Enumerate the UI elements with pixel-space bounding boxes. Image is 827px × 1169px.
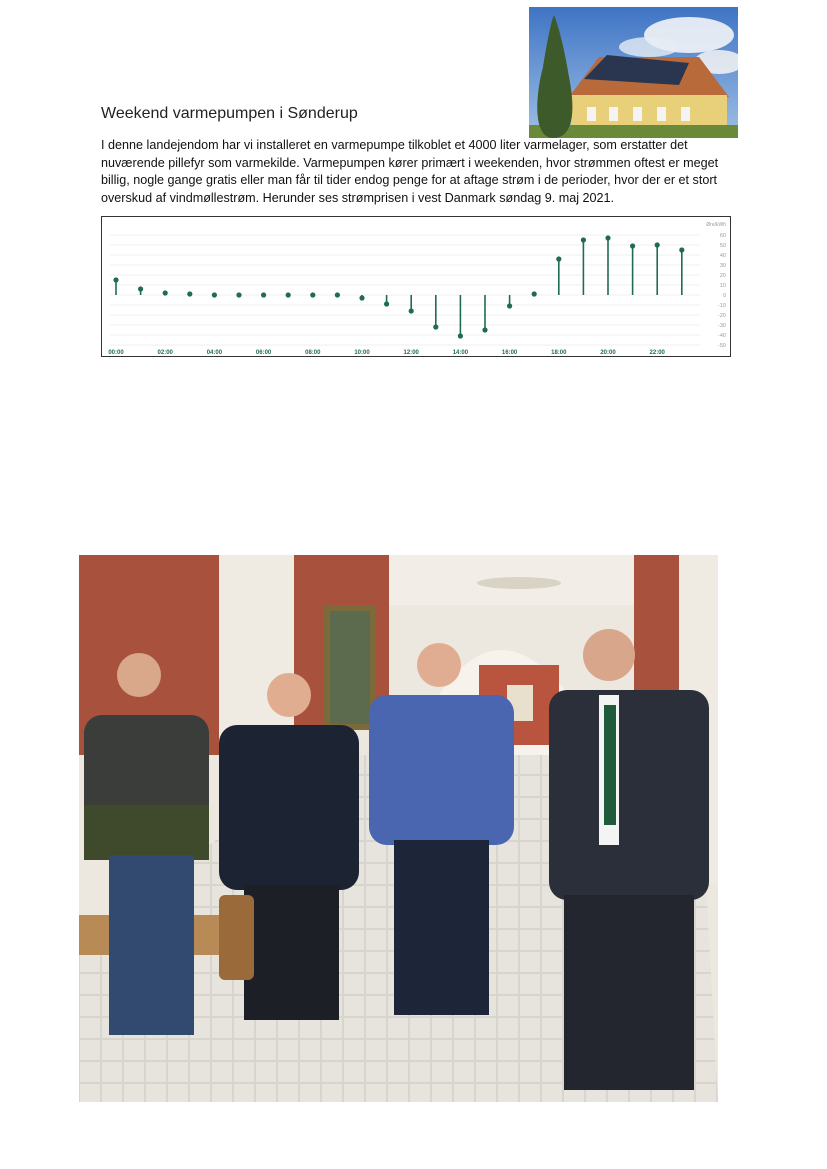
data-point — [286, 292, 291, 297]
y-tick-label: 30 — [719, 263, 726, 269]
x-tick-label: 18:00 — [551, 350, 567, 356]
data-point — [310, 292, 315, 297]
y-tick-label: 40 — [719, 253, 726, 259]
y-tick-label: -50 — [718, 343, 726, 349]
data-point — [433, 324, 438, 329]
x-tick-label: 06:00 — [255, 350, 272, 356]
chart-svg — [102, 217, 730, 356]
x-tick-label: 10:00 — [354, 350, 370, 356]
y-tick-label: -20 — [718, 313, 726, 319]
data-point — [113, 277, 118, 282]
y-tick-label: -30 — [718, 323, 726, 329]
x-tick-label: 04:00 — [206, 350, 223, 356]
data-point — [458, 333, 463, 338]
y-tick-label: -10 — [718, 303, 726, 309]
y-tick-label: 0 — [722, 293, 726, 299]
x-tick-label: 00:00 — [108, 350, 124, 356]
y-tick-label: 50 — [719, 243, 726, 249]
data-point — [212, 292, 217, 297]
y-tick-label: 60 — [719, 233, 726, 239]
x-tick-label: 08:00 — [305, 350, 321, 356]
data-point — [138, 286, 143, 291]
data-point — [482, 327, 487, 332]
group-of-four-men-in-hallway-photo — [79, 555, 718, 1102]
x-tick-label: 20:00 — [600, 350, 616, 356]
x-tick-label: 14:00 — [452, 350, 469, 356]
data-point — [409, 308, 414, 313]
house-with-solar-panels-photo — [529, 7, 738, 138]
house-photo — [529, 7, 738, 138]
y-tick-label: 20 — [719, 273, 726, 279]
data-point — [261, 292, 266, 297]
unit-label: Øre/kWh — [706, 222, 726, 228]
data-point — [187, 291, 192, 296]
x-tick-label: 02:00 — [157, 350, 173, 356]
x-tick-label: 16:00 — [501, 350, 518, 356]
data-point — [556, 256, 561, 261]
data-point — [335, 292, 340, 297]
y-tick-label: -40 — [718, 333, 726, 339]
data-point — [384, 301, 389, 306]
data-point — [581, 237, 586, 242]
data-point — [359, 295, 364, 300]
page-title: Weekend varmepumpen i Sønderup — [101, 105, 358, 122]
data-point — [679, 247, 684, 252]
data-point — [236, 292, 241, 297]
electricity-price-chart — [101, 216, 731, 357]
x-tick-label: 22:00 — [649, 350, 665, 356]
data-point — [655, 242, 660, 247]
data-point — [605, 235, 610, 240]
x-tick-label: 12:00 — [403, 350, 419, 356]
data-point — [630, 243, 635, 248]
group-photo — [79, 555, 718, 1102]
data-point — [507, 303, 512, 308]
body-text: I denne landejendom har vi installeret en varmepumpe tilkoblet et 4000 liter varmelager, som erstatter det nuværende pillefyr som varmekilde. Varmepumpen kører primært i weekenden, hvor strømmen oftest er meget billig, nogle gange gratis eller man får til tider endog penge for at aftage strøm i de perioder, hvor der er et stort overskud af vindmøllestrøm. Herunder ses strømprisen i vest Danmark søndag 9. maj 2021. — [101, 138, 719, 205]
data-point — [532, 291, 537, 296]
intro-paragraph — [101, 137, 736, 207]
y-tick-label: 10 — [719, 283, 726, 289]
data-point — [163, 290, 168, 295]
